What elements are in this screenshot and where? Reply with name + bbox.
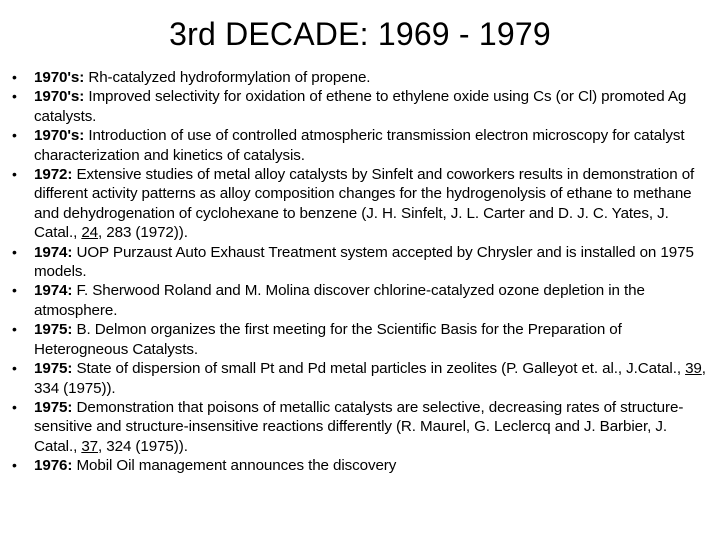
bullet-icon: • xyxy=(12,282,17,299)
bullet-text: Introduction of use of controlled atmospheric transmission electron microscopy for catalyst characterization and kinetics of catalysis. xyxy=(34,127,685,164)
bullet-year: 1975: xyxy=(34,321,73,339)
bullet-year: 1970's: xyxy=(34,69,85,86)
bullet-year: 1970's: xyxy=(34,88,85,106)
bullet-year: 1974: xyxy=(34,282,73,300)
bullet-text: B. Delmon organizes the first meeting for the Scientific Basis for the Preparation of Heterogneous Catalysts. xyxy=(34,321,622,358)
bullet-year: 1975: xyxy=(34,398,73,416)
bullet-text: Rh-catalyzed hydroformylation of propene. xyxy=(84,69,371,86)
journal-volume-ref: 24 xyxy=(81,224,99,242)
bullet-icon: • xyxy=(12,457,17,474)
bullet-year: 1976: xyxy=(34,457,73,475)
bullet-item xyxy=(12,281,712,320)
bullet-icon: • xyxy=(12,321,17,338)
bullet-text-end: , 283 (1972)). xyxy=(98,224,188,242)
bullet-icon: • xyxy=(12,398,17,415)
bullet-item xyxy=(12,398,712,456)
bullet-icon: • xyxy=(12,360,17,377)
bullet-text-end: , 324 (1975)). xyxy=(98,437,188,455)
bullet-icon: • xyxy=(12,243,17,260)
bullet-text: F. Sherwood Roland and M. Molina discover chlorine-catalyzed ozone depletion in the atmosphere. xyxy=(34,282,645,319)
journal-volume-ref: 39 xyxy=(685,360,702,378)
bullet-list xyxy=(12,68,712,476)
bullet-text: Extensive studies of metal alloy catalysts by Sinfelt and coworkers results in demonstration of different activity patterns as alloy composition changes for the hydrogenolysis of ethane to methane and dehydrogenation of cyclohexane to benzene (J. H. Sinfelt, J. L. Carter and D. J. C. Yates, J. Catal., xyxy=(34,166,695,242)
bullet-item xyxy=(12,165,712,243)
journal-volume-ref: 37 xyxy=(81,437,99,455)
bullet-text: UOP Purzaust Auto Exhaust Treatment system accepted by Chrysler and is installed on 1975 models. xyxy=(34,243,694,281)
bullet-item xyxy=(12,320,712,359)
bullet-icon: • xyxy=(12,88,17,105)
bullet-text: Improved selectivity for oxidation of ethene to ethylene oxide using Cs (or Cl) promoted Ag catalysts. xyxy=(34,88,687,125)
bullet-item xyxy=(12,243,712,282)
bullet-text: Demonstration that poisons of metallic catalysts are selective, decreasing rates of structure-sensitive and structure-insensitive reactions differently (R. Maurel, G. Leclercq and J. Barbier, J. Catal., xyxy=(34,398,684,455)
bullet-icon: • xyxy=(12,166,17,183)
bullet-year: 1972: xyxy=(34,166,73,184)
bullet-item xyxy=(12,456,712,475)
bullet-year: 1970's: xyxy=(34,127,85,145)
bullet-item xyxy=(12,68,712,87)
bullet-text: Mobil Oil management announces the discovery xyxy=(72,457,397,475)
bullet-item xyxy=(12,359,712,398)
bullet-icon: • xyxy=(12,69,17,85)
bullet-icon: • xyxy=(12,127,17,144)
bullet-text: State of dispersion of small Pt and Pd metal particles in zeolites (P. Galleyot et. al., J.Catal., xyxy=(72,360,686,378)
bullet-text-end: , 334 (1975)). xyxy=(34,360,706,397)
bullet-year: 1975: xyxy=(34,360,73,378)
slide-title: 3rd DECADE: 1969 - 1979 xyxy=(169,16,551,52)
bullet-item xyxy=(12,126,712,165)
bullet-year: 1974: xyxy=(34,243,73,261)
bullet-item xyxy=(12,87,712,126)
